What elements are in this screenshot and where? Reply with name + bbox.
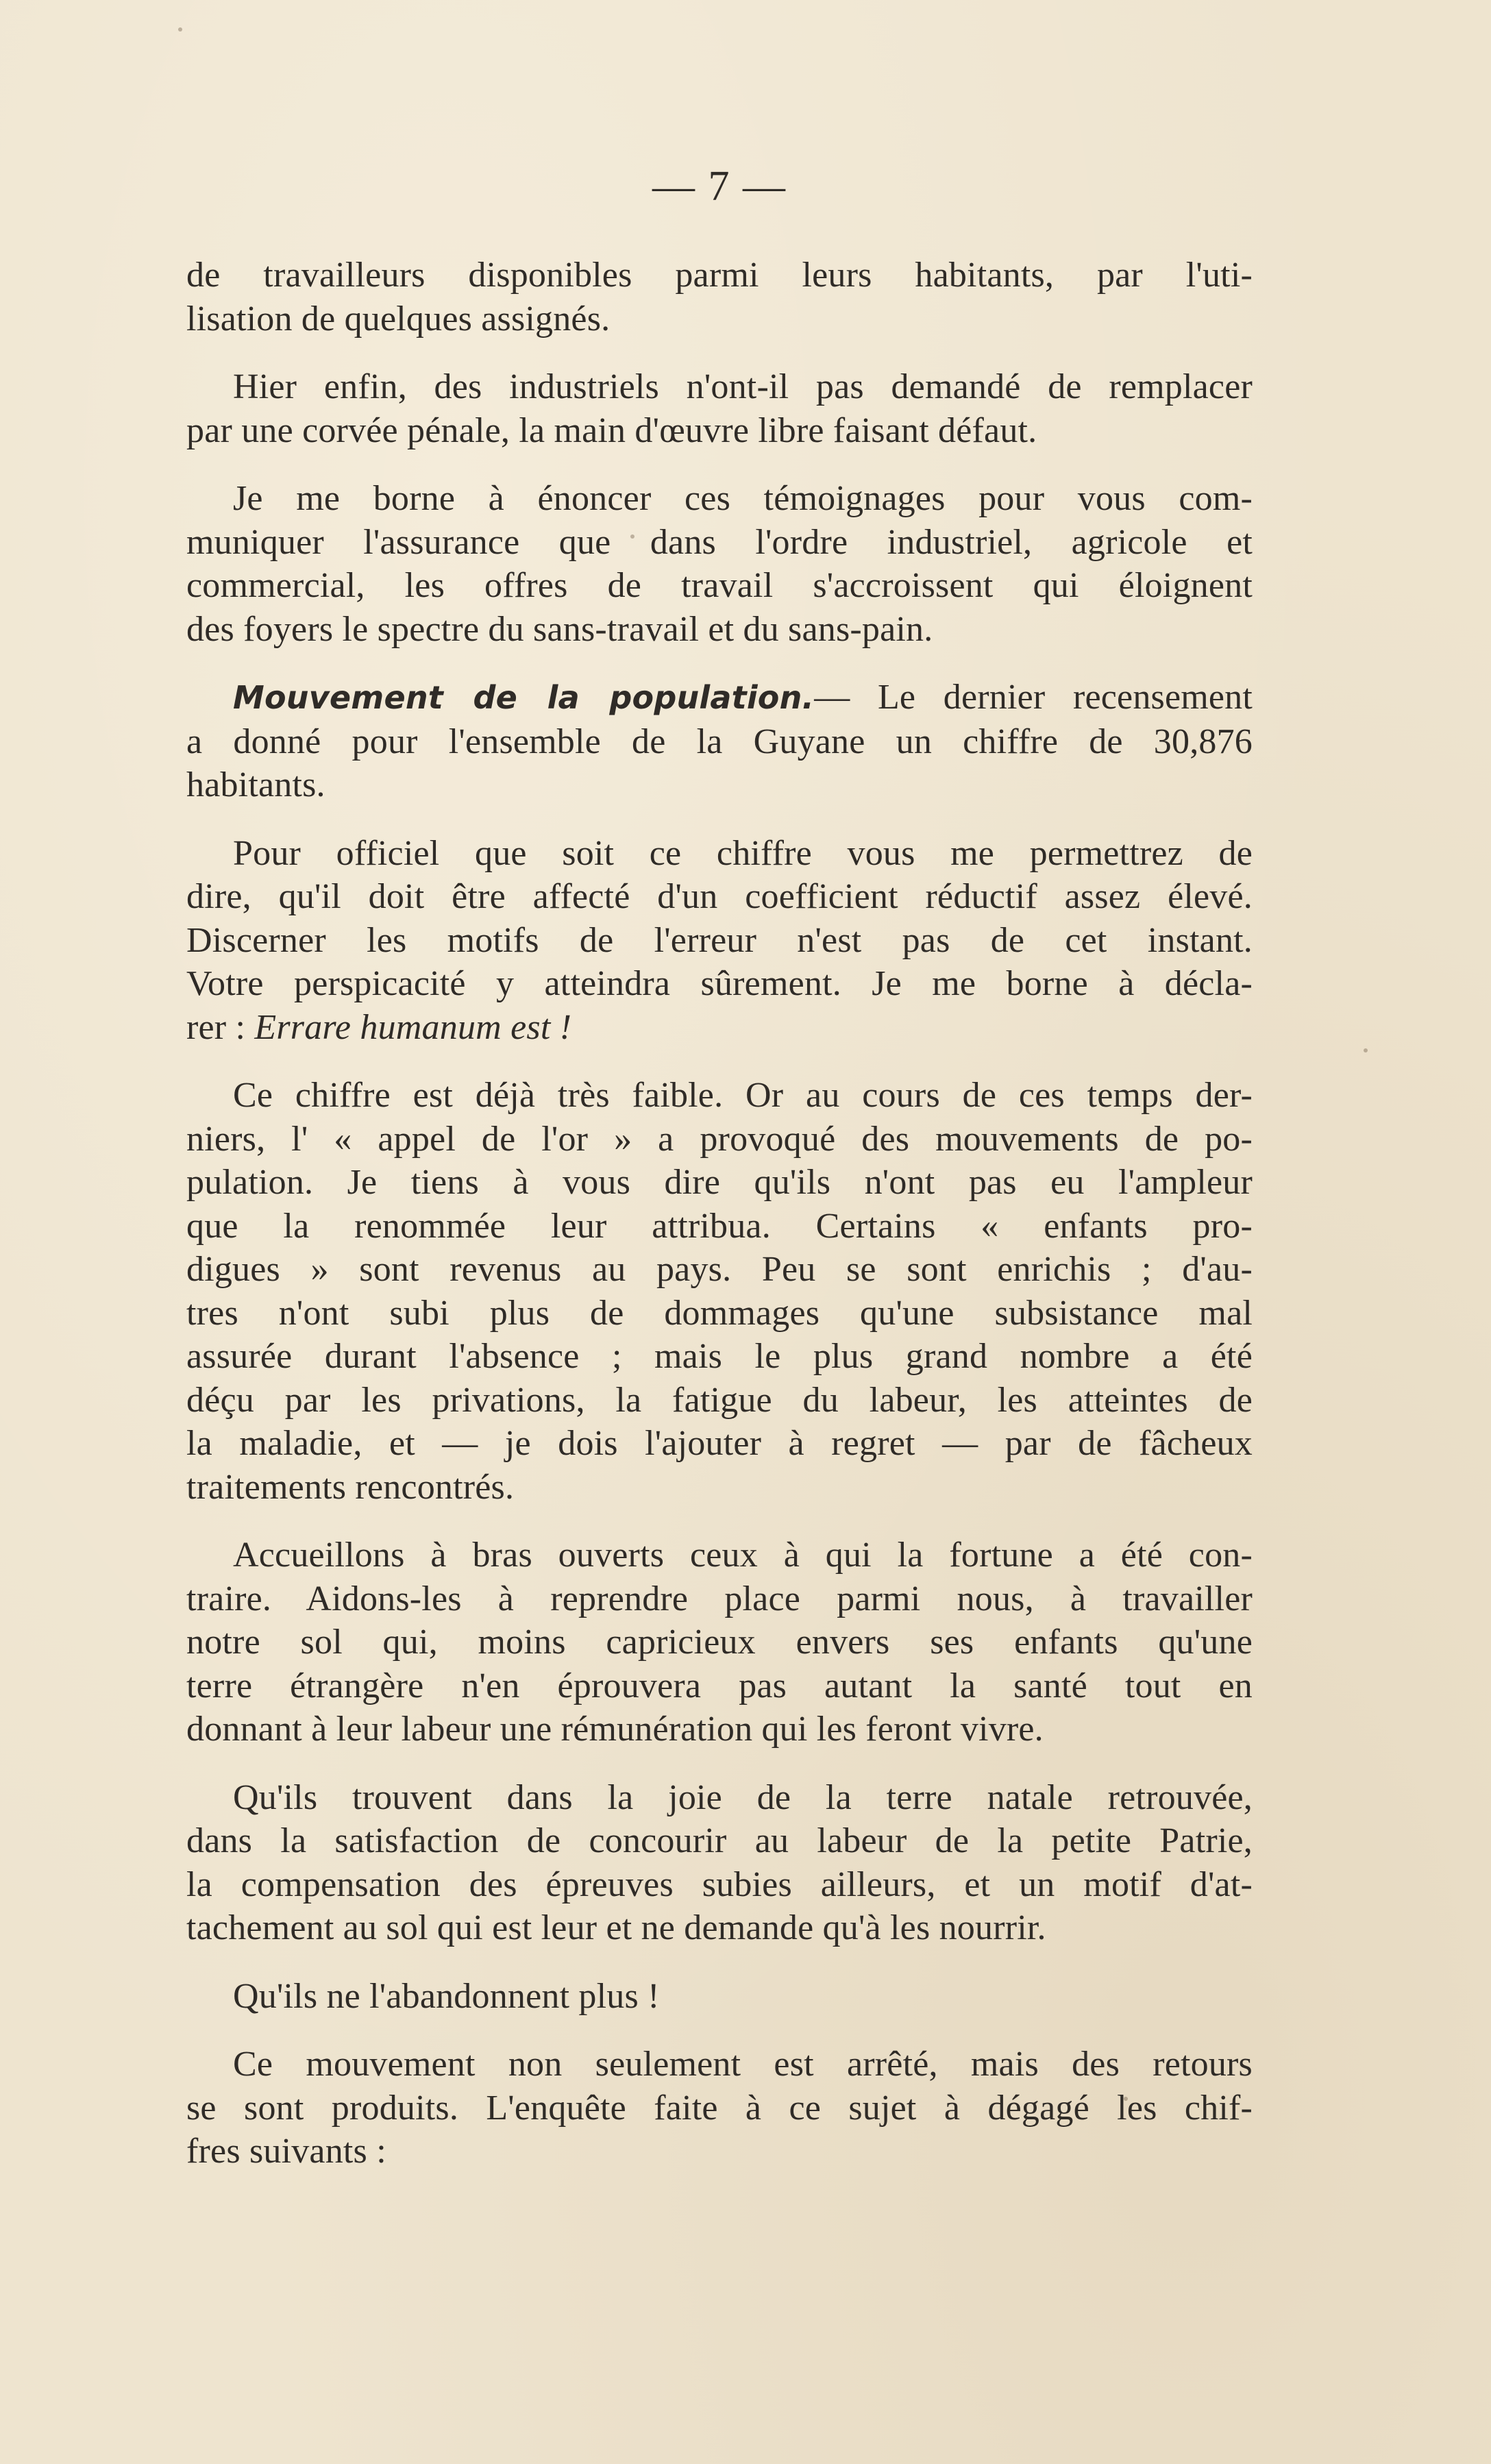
line-text: Accueillons à bras ouverts ceux à qui la fortune a été con- [233,1536,1253,1575]
text-line [186,1006,1253,1050]
line-text: lisation de quelques assignés. [186,299,611,338]
paragraph-p1 [186,254,1253,341]
text-line [186,2130,1253,2173]
line-text: Qu'ils trouvent dans la joie de la terre natale retrouvée, [233,1777,1253,1817]
line-text: — Le dernier recensement [814,678,1253,717]
line-text: Pour officiel que soit ce chiffre vous me permettrez de [233,833,1253,873]
line-text: de travailleurs disponibles parmi leurs habitants, par l'uti- [186,256,1253,295]
text-line [186,2043,1253,2086]
speck [1364,1048,1368,1052]
line-text: Ce mouvement non seulement est arrêté, mais des retours [233,2045,1253,2084]
text-line [186,1422,1253,1466]
line-text: commercial, les offres de travail s'accroissent qui éloignent [186,566,1253,605]
body-paragraphs [186,254,1253,2173]
text-line [186,1161,1253,1205]
line-text: dire, qu'il doit être affecté d'un coefficient réductif assez élevé. [186,877,1253,916]
text-line [186,832,1253,876]
text-line [186,875,1253,919]
text-line [186,2086,1253,2130]
line-text: rer : [186,1007,255,1047]
text-line [186,608,1253,652]
line-text: tres n'ont subi plus de dommages qu'une subsistance mal [186,1293,1253,1333]
paragraph-p8 [186,1776,1253,1950]
paragraph-p7 [186,1533,1253,1751]
line-text: a donné pour l'ensemble de la Guyane un chiffre de 30,876 [186,722,1253,761]
text-line [186,1664,1253,1708]
paragraph-p5 [186,832,1253,1050]
line-text: terre étrangère n'en éprouvera pas autant la santé tout en [186,1666,1253,1705]
text-line [186,962,1253,1006]
text-line [186,1975,1253,2019]
line-text: par une corvée pénale, la main d'œuvre libre faisant défaut. [186,410,1037,450]
text-line [186,1466,1253,1510]
paragraph-p9 [186,1975,1253,2019]
line-text: des foyers le spectre du sans-travail et du sans-pain. [186,609,933,649]
text-line [186,1533,1253,1577]
text-line [186,1776,1253,1820]
paragraph-p6 [186,1074,1253,1509]
text-line [186,1819,1253,1863]
text-line [186,477,1253,521]
paragraph-p2 [186,365,1253,452]
line-text: notre sol qui, moins capricieux envers ses enfants qu'une [186,1623,1253,1662]
text-line [186,1863,1253,1907]
text-line [186,1205,1253,1248]
text-line [186,1248,1253,1292]
line-text: la compensation des épreuves subies ailleurs, et un motif d'at- [186,1864,1253,1904]
text-line [186,254,1253,297]
paragraph-p10 [186,2043,1253,2173]
line-text: pulation. Je tiens à vous dire qu'ils n'ont pas eu l'ampleur [186,1163,1253,1202]
line-text: tachement au sol qui est leur et ne demande qu'à les nourrir. [186,1908,1046,1947]
line-text: Votre perspicacité y atteindra sûrement. Je me borne à décla- [186,964,1253,1003]
line-text: Hier enfin, des industriels n'ont-il pas demandé de remplacer [233,367,1253,406]
line-text: la maladie, et — je dois l'ajouter à regret — par de fâcheux [186,1424,1253,1463]
line-text: assurée durant l'absence ; mais le plus grand nombre a été [186,1337,1253,1376]
text-line [186,1906,1253,1950]
line-text: Ce chiffre est déjà très faible. Or au cours de ces temps der- [233,1076,1253,1115]
text-line [186,297,1253,341]
latin-quote: Errare humanum est ! [254,1007,572,1047]
line-text: Qu'ils ne l'abandonnent plus ! [233,1976,660,2016]
text-line [186,564,1253,608]
text-line [186,1074,1253,1118]
text-line [186,409,1253,453]
text-line [186,1118,1253,1161]
paragraph-p4 [186,676,1253,807]
text-line [186,1577,1253,1621]
line-text: fres suivants : [186,2132,386,2171]
text-line [186,1335,1253,1379]
section-heading: Mouvement de la population. [233,679,815,716]
line-text: que la renommée leur attribua. Certains « enfants pro- [186,1206,1253,1246]
line-text: muniquer l'assurance que dans l'ordre industriel, agricole et [186,522,1253,562]
text-line [186,763,1253,807]
text-line [186,365,1253,409]
line-text: se sont produits. L'enquête faite à ce sujet à dégagé les chif- [186,2088,1253,2128]
text-line [186,919,1253,963]
line-text: habitants. [186,765,325,804]
text-line [186,1292,1253,1335]
text-line [186,676,1253,720]
paragraph-p3 [186,477,1253,651]
line-text: Je me borne à énoncer ces témoignages pour vous com- [233,479,1253,518]
page-text [186,159,1253,2198]
text-line [186,1379,1253,1422]
line-text: digues » sont revenus au pays. Peu se sont enrichis ; d'au- [186,1250,1253,1289]
line-text: traitements rencontrés. [186,1467,515,1507]
text-line [186,1621,1253,1664]
line-text: donnant à leur labeur une rémunération qui les feront vivre. [186,1710,1044,1749]
line-text: traire. Aidons-les à reprendre place parmi nous, à travailler [186,1579,1253,1618]
line-text: Discerner les motifs de l'erreur n'est pas de cet instant. [186,920,1253,960]
text-line [186,1708,1253,1751]
text-line [186,521,1253,565]
text-line [186,720,1253,764]
speck [178,27,182,32]
line-text: niers, l' « appel de l'or » a provoqué des mouvements de po- [186,1119,1253,1159]
line-text: déçu par les privations, la fatigue du labeur, les atteintes de [186,1380,1253,1420]
line-text: dans la satisfaction de concourir au labeur de la petite Patrie, [186,1821,1253,1860]
page-number: — 7 — [652,163,787,210]
